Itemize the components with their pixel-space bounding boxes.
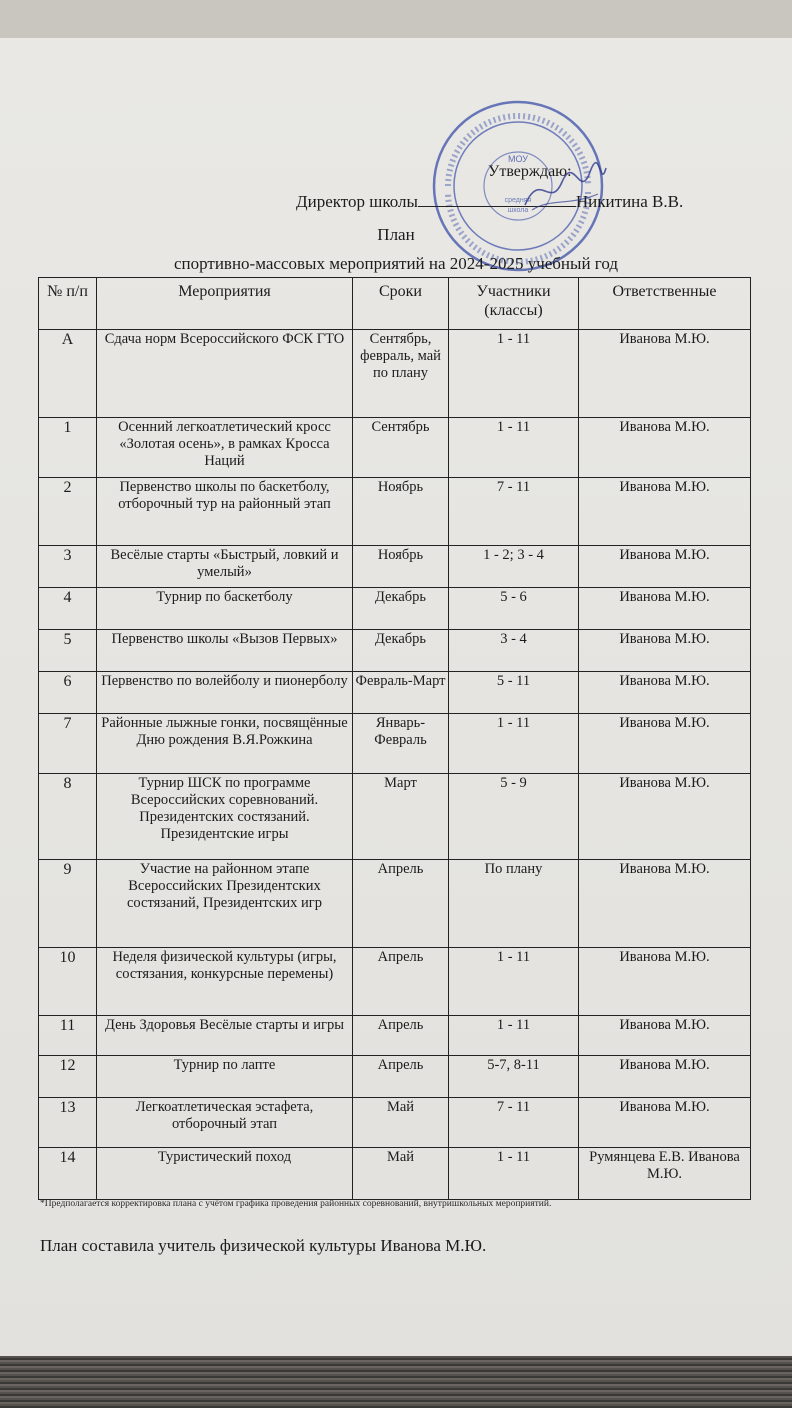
events-table (38, 277, 751, 1200)
row-number: 13 (39, 1098, 97, 1148)
row-number: 12 (39, 1056, 97, 1098)
background-floor (0, 1356, 792, 1408)
row-dates: Декабрь (353, 630, 449, 672)
row-participants: 5 - 9 (449, 774, 579, 860)
row-event: Турнир по лапте (97, 1056, 353, 1098)
row-number: 5 (39, 630, 97, 672)
row-responsible: Иванова М.Ю. (579, 418, 751, 478)
row-participants: 1 - 11 (449, 714, 579, 774)
header-event: Мероприятия (97, 278, 353, 330)
row-event: День Здоровья Весёлые старты и игры (97, 1016, 353, 1056)
row-dates: Апрель (353, 1056, 449, 1098)
signature (520, 160, 610, 220)
row-number: 8 (39, 774, 97, 860)
row-responsible: Иванова М.Ю. (579, 714, 751, 774)
row-number: 4 (39, 588, 97, 630)
table-row (39, 630, 751, 672)
table-row (39, 1016, 751, 1056)
row-number: 10 (39, 948, 97, 1016)
row-participants: 1 - 11 (449, 948, 579, 1016)
row-number: 3 (39, 546, 97, 588)
row-responsible: Иванова М.Ю. (579, 860, 751, 948)
row-number: 7 (39, 714, 97, 774)
footnote: *Предполагается корректировка плана с учётом графика проведения районных соревнований, внутришкольных мероприятий. (40, 1199, 552, 1209)
composer-line: План составила учитель физической культуры Иванова М.Ю. (40, 1236, 487, 1255)
background-top (0, 0, 792, 38)
table-row (39, 418, 751, 478)
row-event: Туристический поход (97, 1148, 353, 1200)
row-number: 11 (39, 1016, 97, 1056)
table-row (39, 714, 751, 774)
row-participants: По плану (449, 860, 579, 948)
row-responsible: Иванова М.Ю. (579, 588, 751, 630)
row-number: 6 (39, 672, 97, 714)
header-dates: Сроки (353, 278, 449, 330)
row-responsible: Иванова М.Ю. (579, 672, 751, 714)
row-dates: Ноябрь (353, 478, 449, 546)
row-event: Осенний легкоатлетический кросс «Золотая осень», в рамках Кросса Наций (97, 418, 353, 478)
row-dates: Сентябрь, февраль, май по плану (353, 330, 449, 418)
header-number: № п/п (39, 278, 97, 330)
table-row (39, 1098, 751, 1148)
row-event: Неделя физической культуры (игры, состязания, конкурсные перемены) (97, 948, 353, 1016)
row-number: 2 (39, 478, 97, 546)
row-event: Участие на районном этапе Всероссийских Президентских состязаний, Президентских игр (97, 860, 353, 948)
row-dates: Февраль-Март (353, 672, 449, 714)
svg-text:МОУ: МОУ (507, 154, 529, 164)
row-event: Районные лыжные гонки, посвящённые Дню рождения В.Я.Рожкина (97, 714, 353, 774)
row-dates: Январь-Февраль (353, 714, 449, 774)
row-number: А (39, 330, 97, 418)
row-responsible: Иванова М.Ю. (579, 330, 751, 418)
row-responsible: Иванова М.Ю. (579, 948, 751, 1016)
row-event: Первенство школы по баскетболу, отборочный тур на районный этап (97, 478, 353, 546)
row-participants: 1 - 11 (449, 1016, 579, 1056)
row-participants: 1 - 11 (449, 330, 579, 418)
row-responsible: Иванова М.Ю. (579, 546, 751, 588)
plan-subtitle: спортивно-массовых мероприятий на 2024-2025 учебный год (173, 254, 619, 273)
plan-title: План (377, 225, 415, 244)
row-dates: Март (353, 774, 449, 860)
row-number: 9 (39, 860, 97, 948)
row-participants: 5-7, 8-11 (449, 1056, 579, 1098)
row-participants: 5 - 11 (449, 672, 579, 714)
row-dates: Ноябрь (353, 546, 449, 588)
svg-text:школа: школа (507, 207, 529, 214)
row-participants: 3 - 4 (449, 630, 579, 672)
row-dates: Май (353, 1098, 449, 1148)
header-responsible: Ответственные (579, 278, 751, 330)
table-row (39, 948, 751, 1016)
row-dates: Апрель (353, 860, 449, 948)
approve-label: Утверждаю: (488, 163, 572, 180)
row-participants: 1 - 11 (449, 418, 579, 478)
row-responsible: Иванова М.Ю. (579, 774, 751, 860)
table-row (39, 546, 751, 588)
row-participants: 1 - 2; 3 - 4 (449, 546, 579, 588)
row-responsible: Иванова М.Ю. (579, 630, 751, 672)
row-responsible: Иванова М.Ю. (579, 1098, 751, 1148)
row-dates: Май (353, 1148, 449, 1200)
row-dates: Сентябрь (353, 418, 449, 478)
row-participants: 1 - 11 (449, 1148, 579, 1200)
row-number: 14 (39, 1148, 97, 1200)
svg-text:средняя: средняя (504, 197, 532, 204)
row-responsible: Румянцева Е.В. Иванова М.Ю. (579, 1148, 751, 1200)
table-row (39, 860, 751, 948)
row-event: Первенство школы «Вызов Первых» (97, 630, 353, 672)
row-participants: 7 - 11 (449, 1098, 579, 1148)
row-event: Первенство по волейболу и пионерболу (97, 672, 353, 714)
row-responsible: Иванова М.Ю. (579, 1016, 751, 1056)
table-row (39, 1056, 751, 1098)
row-participants: 5 - 6 (449, 588, 579, 630)
row-responsible: Иванова М.Ю. (579, 1056, 751, 1098)
table-row (39, 672, 751, 714)
row-dates: Апрель (353, 1016, 449, 1056)
table-row (39, 330, 751, 418)
header-participants: Участники (классы) (449, 278, 579, 330)
table-row (39, 774, 751, 860)
row-dates: Апрель (353, 948, 449, 1016)
row-dates: Декабрь (353, 588, 449, 630)
table-row (39, 588, 751, 630)
table-header-row (39, 278, 751, 330)
row-event: Турнир ШСК по программе Всероссийских соревнований. Президентских состязаний. Президентские игры (97, 774, 353, 860)
table-row (39, 1148, 751, 1200)
row-event: Весёлые старты «Быстрый, ловкий и умелый» (97, 546, 353, 588)
row-event: Сдача норм Всероссийского ФСК ГТО (97, 330, 353, 418)
row-event: Турнир по баскетболу (97, 588, 353, 630)
row-number: 1 (39, 418, 97, 478)
director-label: Директор школы (296, 192, 418, 211)
row-participants: 7 - 11 (449, 478, 579, 546)
table-row (39, 478, 751, 546)
row-responsible: Иванова М.Ю. (579, 478, 751, 546)
row-event: Легкоатлетическая эстафета, отборочный этап (97, 1098, 353, 1148)
director-name: Никитина В.В. (575, 192, 684, 211)
